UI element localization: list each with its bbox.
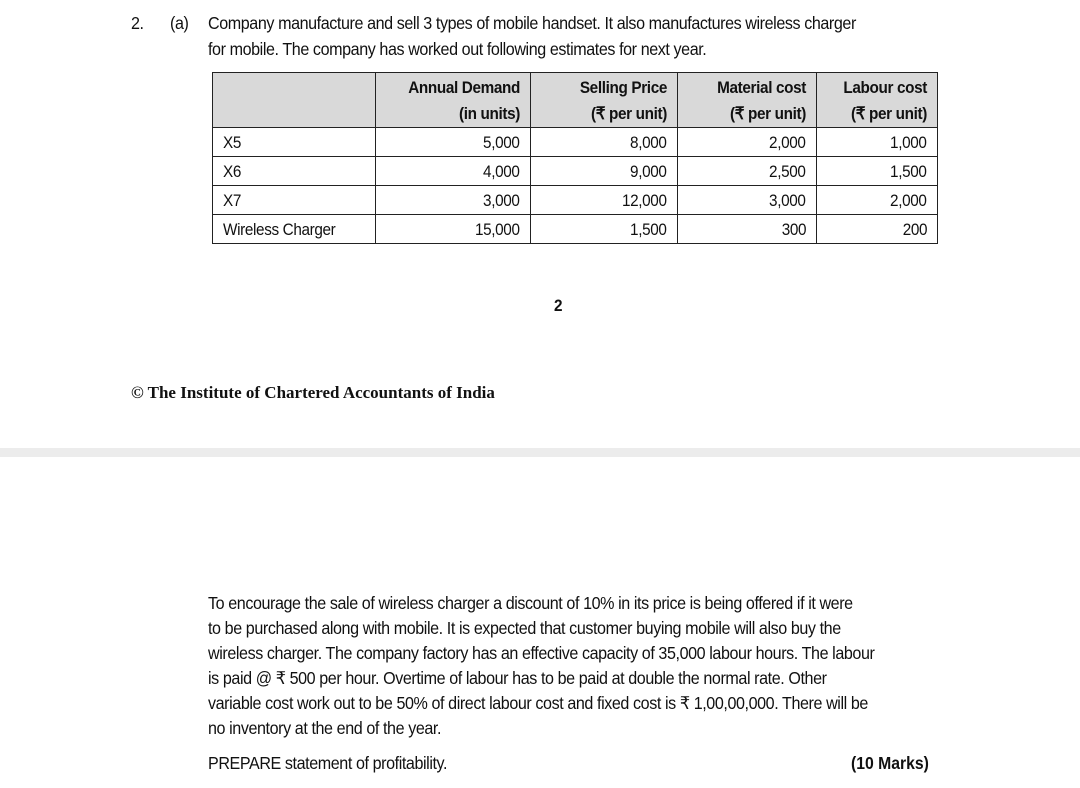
cell-labour-cost: [817, 128, 938, 157]
header-line: Material cost: [717, 78, 806, 97]
paragraph-line: wireless charger. The company factory has an effective capacity of 35,000 labour hours. The labour: [208, 643, 875, 663]
cell-text: 3,000: [769, 190, 806, 210]
cell-text: 2,500: [769, 161, 806, 181]
cell-material-cost: [678, 215, 817, 244]
cell-text: 8,000: [630, 132, 667, 152]
cell-selling-price: [531, 186, 678, 215]
table-row: [213, 128, 938, 157]
copyright-footer: © The Institute of Chartered Accountants of India: [131, 383, 495, 402]
question-subpart: (a): [170, 13, 189, 33]
row-label: [213, 186, 376, 215]
header-annual-demand: [376, 73, 531, 128]
cell-text: 9,000: [630, 161, 667, 181]
cell-annual-demand: [376, 186, 531, 215]
header-line: Annual Demand: [408, 78, 520, 97]
table-row: [213, 186, 938, 215]
cell-text: 200: [902, 219, 927, 239]
cell-text: 300: [781, 219, 806, 239]
cell-text: 12,000: [622, 190, 667, 210]
table-row: [213, 215, 938, 244]
header-cell-blank: [213, 73, 376, 128]
row-label: [213, 215, 376, 244]
cell-text: X6: [223, 161, 241, 181]
cell-annual-demand: [376, 157, 531, 186]
paragraph-line: is paid @ ₹ 500 per hour. Overtime of labour has to be paid at double the normal rate. Other: [208, 668, 827, 688]
question-intro-line: for mobile. The company has worked out following estimates for next year.: [208, 39, 707, 59]
instruction-text: PREPARE statement of profitability.: [208, 753, 448, 773]
table-row: [213, 157, 938, 186]
header-line: (in units): [459, 104, 520, 123]
cell-labour-cost: [817, 186, 938, 215]
table-header-row: [213, 73, 938, 128]
question-number: 2.: [131, 13, 144, 33]
cell-annual-demand: [376, 215, 531, 244]
header-line: (₹ per unit): [851, 104, 927, 123]
paragraph-line: no inventory at the end of the year.: [208, 718, 442, 738]
header-line: Labour cost: [843, 78, 927, 97]
paragraph-line: to be purchased along with mobile. It is expected that customer buying mobile will also buy the: [208, 618, 841, 638]
row-label: [213, 157, 376, 186]
cell-selling-price: [531, 128, 678, 157]
cell-text: 2,000: [769, 132, 806, 152]
question-paragraph: [208, 591, 1008, 741]
header-selling-price: [531, 73, 678, 128]
cell-selling-price: [531, 157, 678, 186]
cell-text: 1,500: [630, 219, 667, 239]
cell-selling-price: [531, 215, 678, 244]
header-material-cost: [678, 73, 817, 128]
cell-labour-cost: [817, 215, 938, 244]
question-intro-line: Company manufacture and sell 3 types of mobile handset. It also manufactures wireless charger: [208, 13, 856, 33]
header-line: (₹ per unit): [591, 104, 667, 123]
cell-text: Wireless Charger: [223, 219, 336, 239]
cell-text: 4,000: [483, 161, 520, 181]
header-line: (₹ per unit): [730, 104, 806, 123]
cell-text: 15,000: [475, 219, 520, 239]
page-separator: [0, 448, 1080, 457]
cell-text: 5,000: [483, 132, 520, 152]
cell-text: 1,000: [890, 132, 927, 152]
marks-label: (10 Marks): [851, 753, 929, 773]
estimates-table: [212, 72, 938, 244]
cell-text: X7: [223, 190, 241, 210]
row-label: [213, 128, 376, 157]
header-labour-cost: [817, 73, 938, 128]
cell-material-cost: [678, 186, 817, 215]
header-line: Selling Price: [579, 78, 667, 97]
cell-text: X5: [223, 132, 241, 152]
cell-labour-cost: [817, 157, 938, 186]
paragraph-line: variable cost work out to be 50% of direct labour cost and fixed cost is ₹ 1,00,00,000. There will be: [208, 693, 868, 713]
cell-material-cost: [678, 128, 817, 157]
page-number: 2: [554, 296, 563, 315]
cell-material-cost: [678, 157, 817, 186]
cell-text: 2,000: [890, 190, 927, 210]
cell-text: 1,500: [890, 161, 927, 181]
paragraph-line: To encourage the sale of wireless charger a discount of 10% in its price is being offered if it were: [208, 593, 853, 613]
cell-text: 3,000: [483, 190, 520, 210]
cell-annual-demand: [376, 128, 531, 157]
